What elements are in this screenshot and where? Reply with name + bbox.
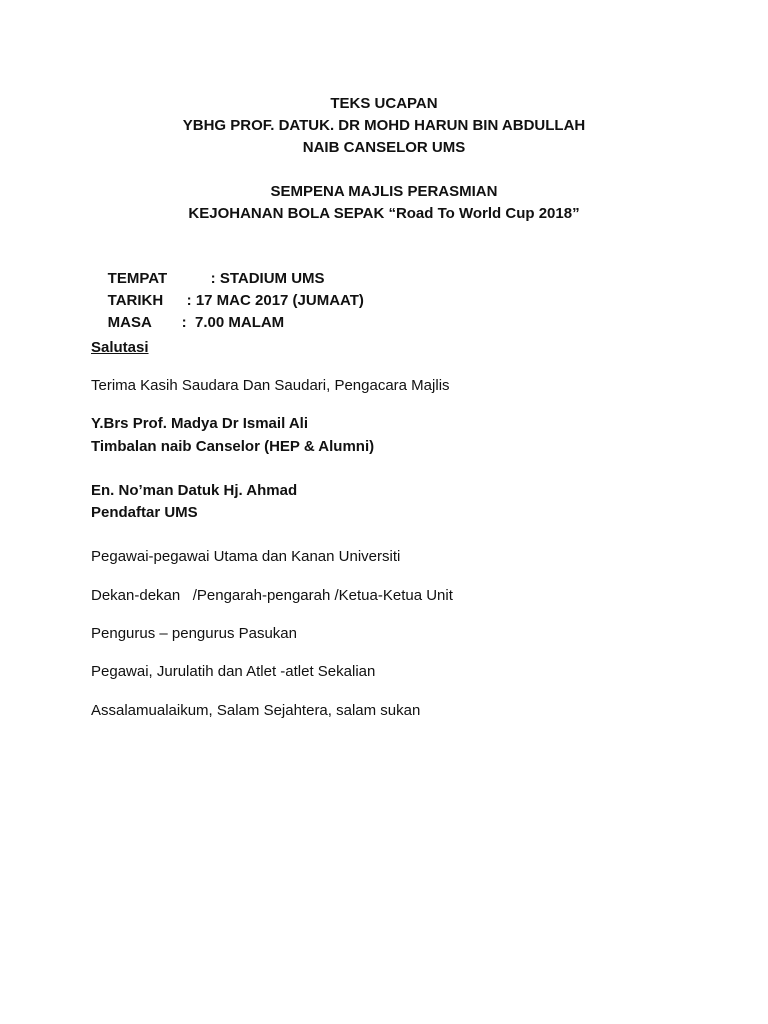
- salutation-heading: Salutasi: [91, 339, 149, 356]
- guest1-name: Y.Brs Prof. Madya Dr Ismail Ali: [91, 415, 309, 432]
- event-name: KEJOHANAN BOLA SEPAK “Road To World Cup 2018”: [188, 205, 580, 222]
- salutation-deans: Dekan-dekan /Pengarah-pengarah /Ketua-Ketua Unit: [91, 587, 453, 604]
- time-value: : 7.00 MALAM: [181, 314, 285, 331]
- salutation-athletes: Pegawai, Jurulatih dan Atlet -atlet Sekalian: [91, 663, 376, 680]
- salutation-greeting: Assalamualaikum, Salam Sejahtera, salam sukan: [91, 702, 421, 719]
- salutation-intro: Terima Kasih Saudara Dan Saudari, Pengacara Majlis: [91, 377, 450, 394]
- date-label: TARIKH: [107, 292, 164, 309]
- guest2-title: Pendaftar UMS: [91, 504, 198, 521]
- time-label: MASA: [107, 314, 152, 331]
- speaker-name: YBHG PROF. DATUK. DR MOHD HARUN BIN ABDULLAH: [182, 117, 586, 134]
- salutation-officers: Pegawai-pegawai Utama dan Kanan Universiti: [91, 548, 401, 565]
- salutation-team: Pengurus – pengurus Pasukan: [91, 625, 297, 642]
- doc-title: TEKS UCAPAN: [330, 95, 438, 112]
- guest1-title: Timbalan naib Canselor (HEP & Alumni): [91, 438, 375, 455]
- venue-label: TEMPAT: [107, 270, 168, 287]
- occasion-line: SEMPENA MAJLIS PERASMIAN: [270, 183, 498, 200]
- speaker-position: NAIB CANSELOR UMS: [302, 139, 466, 156]
- date-value: : 17 MAC 2017 (JUMAAT): [186, 292, 364, 309]
- venue-value: : STADIUM UMS: [210, 270, 325, 287]
- guest2-name: En. No’man Datuk Hj. Ahmad: [91, 482, 298, 499]
